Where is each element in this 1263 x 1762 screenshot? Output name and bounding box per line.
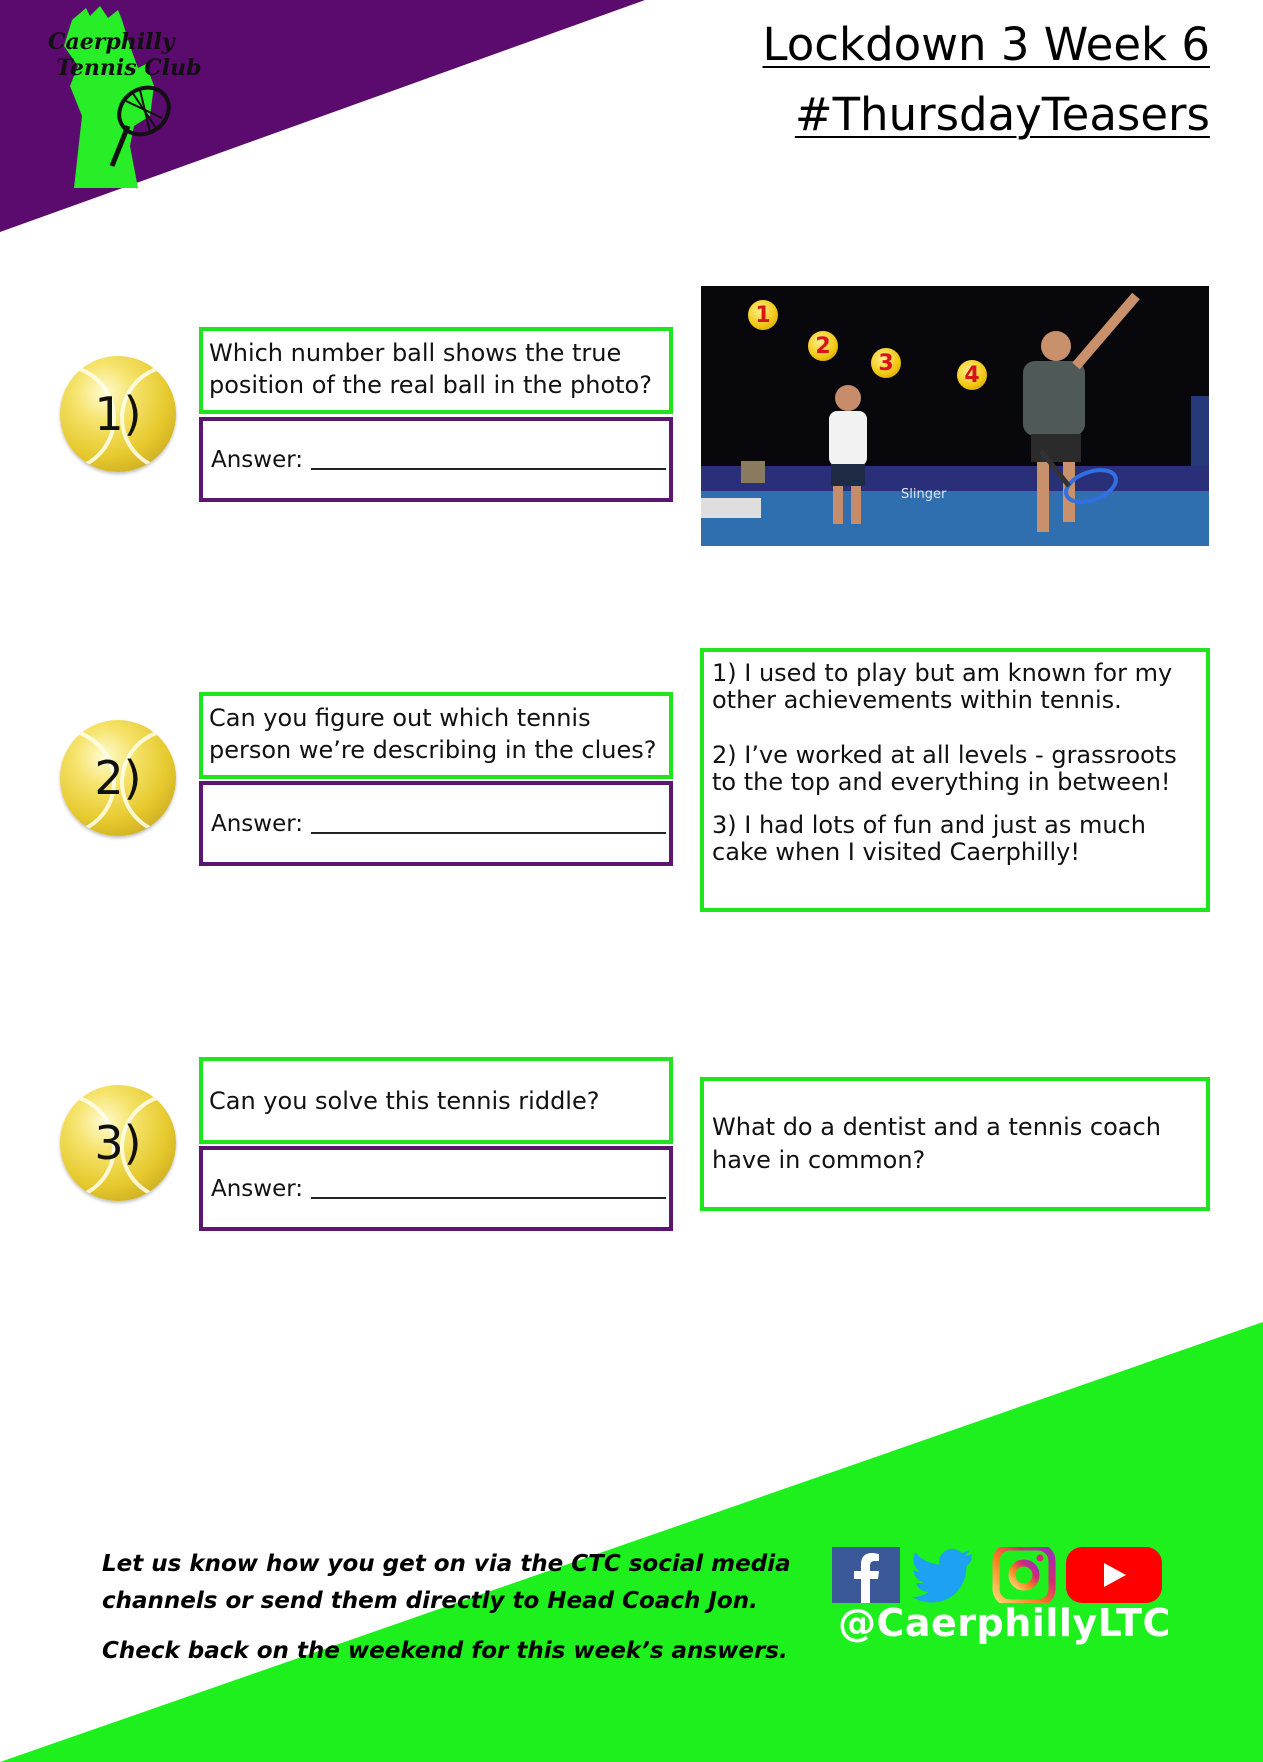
logo-text-line2: Tennis Club [56, 55, 202, 81]
question-1-prompt-box [199, 327, 673, 414]
photo-ball-1: 1 [748, 300, 778, 330]
question-3-answer-box[interactable] [199, 1146, 673, 1231]
question-3-prompt-box [199, 1057, 673, 1144]
youtube-icon[interactable] [1066, 1547, 1162, 1603]
question-2-prompt-box [199, 692, 673, 779]
footer-line-3: Check back on the weekend for this week’s answers. [102, 1638, 788, 1664]
tennis-photo [701, 286, 1209, 546]
question-2-answer-box[interactable] [199, 781, 673, 866]
clue-1: 1) I used to play but am known for my other achievements within tennis. [712, 659, 1173, 714]
question-1-prompt: Which number ball shows the true position of the real ball in the photo? [209, 339, 652, 399]
question-1-number: 1) [94, 387, 142, 441]
photo-ball-3: 3 [871, 348, 901, 378]
riddle-text: What do a dentist and a tennis coach have in common? [712, 1113, 1161, 1174]
footer-line-2: channels or send them directly to Head Coach Jon. [102, 1588, 758, 1614]
header-hashtag: #ThursdayTeasers [794, 88, 1210, 141]
footer-line-1: Let us know how you get on via the CTC social media [102, 1551, 791, 1577]
riddle-box [700, 1077, 1210, 1211]
question-3-prompt: Can you solve this tennis riddle? [209, 1086, 600, 1115]
clue-2: 2) I’ve worked at all levels - grassroots to the top and everything in between! [712, 741, 1177, 796]
header-title: Lockdown 3 Week 6 [762, 18, 1210, 71]
question-2-answer-line[interactable] [311, 831, 666, 834]
instagram-icon[interactable] [990, 1547, 1058, 1603]
question-3-answer-line[interactable] [311, 1196, 666, 1199]
photo-ball-4: 4 [957, 360, 987, 390]
question-1-answer-line[interactable] [311, 467, 666, 470]
facebook-icon[interactable] [832, 1547, 900, 1603]
social-handle[interactable]: @CaerphillyLTC [838, 1601, 1171, 1645]
bottom-green-triangle [0, 1322, 1263, 1762]
clue-3: 3) I had lots of fun and just as much cake when I visited Caerphilly! [712, 811, 1146, 866]
question-1-answer-label: Answer: [211, 446, 304, 473]
photo-banner-text: Slinger [901, 487, 947, 502]
question-2-answer-label: Answer: [211, 810, 304, 837]
photo-ball-2: 2 [808, 331, 838, 361]
twitter-icon[interactable] [910, 1547, 978, 1603]
clues-box [700, 648, 1210, 912]
question-1-ball [60, 356, 176, 472]
question-3-answer-label: Answer: [211, 1175, 304, 1202]
club-logo [34, 6, 204, 196]
tennis-players-image [701, 286, 1209, 546]
question-3-number: 3) [94, 1116, 142, 1170]
question-2-ball [60, 720, 176, 836]
question-3-ball [60, 1085, 176, 1201]
question-2-number: 2) [94, 751, 142, 805]
question-1-answer-box[interactable] [199, 417, 673, 502]
logo-text-line1: Caerphilly [48, 29, 175, 55]
question-2-prompt: Can you figure out which tennis person we’re describing in the clues? [209, 704, 657, 764]
